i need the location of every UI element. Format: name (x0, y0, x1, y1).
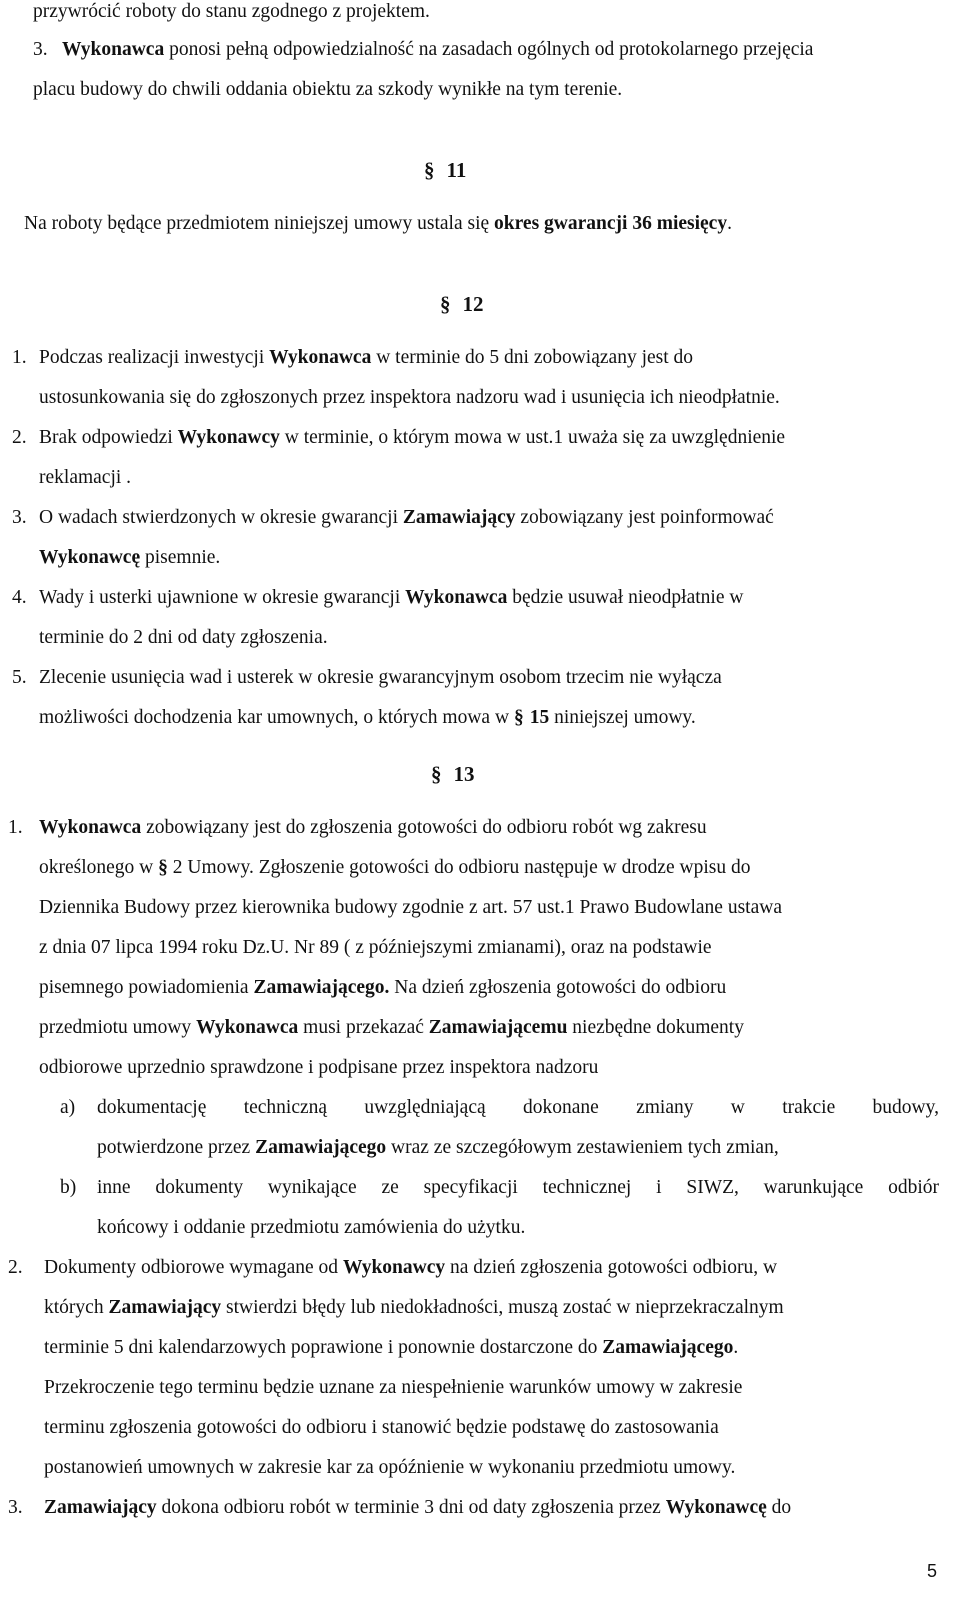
text-span: zobowiązany jest poinformować (515, 507, 774, 528)
section-symbol: § (440, 292, 451, 316)
text-span: ponosi pełną odpowiedzialność na zasadach ogólnych od protokolarnego przejęcia (164, 39, 814, 60)
text-span: w terminie, o którym mowa w ust.1 uważa się za uwzględnienie (279, 427, 786, 448)
text-span: wraz ze szczegółowym zestawieniem tych zmian, (386, 1137, 779, 1158)
text-span: stwierdzi błędy lub niedokładności, muszą zostać w nieprzekraczalnym (221, 1297, 784, 1318)
text-line: odbiorowe uprzednio sprawdzone i podpisane przez inspektora nadzoru (39, 1057, 599, 1078)
party-name: Zamawiającego (255, 1137, 387, 1158)
text-line: postanowień umownych w zakresie kar za opóźnienie w wykonaniu przedmiotu umowy. (44, 1457, 736, 1478)
party-name: Wykonawca (39, 817, 142, 838)
text-span: . (733, 1337, 739, 1358)
text-span: niezbędne dokumenty (567, 1017, 744, 1038)
item-number: 3. (12, 507, 27, 528)
text-span: pisemnego powiadomienia (39, 977, 254, 998)
party-name: Zamawiającemu (428, 1017, 568, 1038)
section-symbol: § (513, 707, 524, 728)
text-line (44, 1336, 738, 1360)
text-line: inne dokumenty wynikające ze specyfikacji technicznej i SIWZ, warunkujące odbiór (97, 1177, 939, 1198)
item-number: 3. (33, 39, 48, 60)
party-name: Zamawiającego. (253, 977, 390, 998)
text-span: niniejszej umowy. (549, 707, 696, 728)
text-span: określonego w (39, 857, 159, 878)
party-name: Wykonawcę (665, 1497, 767, 1518)
party-name: Zamawiający (44, 1497, 157, 1518)
section-number: 11 (446, 158, 467, 182)
party-name: Wykonawca (196, 1017, 299, 1038)
text-line (39, 426, 785, 450)
page-number: 5 (927, 1561, 938, 1581)
party-name: Wykonawca (269, 347, 372, 368)
text-span: Dokumenty odbiorowe wymagane od (44, 1257, 343, 1278)
text-line: Zlecenie usunięcia wad i usterek w okresie gwarancyjnym osobom trzecim nie wyłącza (39, 667, 722, 688)
section-heading-12 (440, 292, 484, 316)
text-line: ustosunkowania się do zgłoszonych przez inspektora nadzoru wad i usunięcia ich nieodpłatnie. (39, 387, 780, 408)
text-line (44, 1296, 784, 1320)
warranty-period: okres gwarancji 36 miesięcy (494, 213, 728, 234)
text-line (62, 38, 813, 62)
section-ref: 15 (529, 707, 550, 728)
text-line: z dnia 07 lipca 1994 roku Dz.U. Nr 89 ( z późniejszymi zmianami), oraz na podstawie (39, 937, 712, 958)
text-span: przedmiotu umowy (39, 1017, 197, 1038)
text-line (39, 546, 220, 570)
text-line: placu budowy do chwili oddania obiektu za szkody wynikłe na tym terenie. (33, 79, 623, 100)
text-span: dokona odbioru robót w terminie 3 dni od daty zgłoszenia przez (156, 1497, 666, 1518)
item-number: 1. (12, 347, 27, 368)
text-span: będzie usuwał nieodpłatnie w (507, 587, 744, 608)
section-heading-11 (424, 158, 466, 182)
section-number: 13 (453, 762, 475, 786)
text-span: Na roboty będące przedmiotem niniejszej umowy ustala się (24, 213, 495, 234)
text-span: na dzień zgłoszenia gotowości odbioru, w (445, 1257, 778, 1278)
item-number: 3. (8, 1497, 23, 1518)
party-name: Zamawiającego (602, 1337, 734, 1358)
item-number: 5. (12, 667, 27, 688)
text-span: O wadach stwierdzonych w okresie gwarancji (39, 507, 403, 528)
text-line (39, 346, 693, 370)
text-line: Przekroczenie tego terminu będzie uznane za niespełnienie warunków umowy w zakresie (44, 1377, 743, 1398)
text-line (44, 1256, 777, 1280)
text-span: potwierdzone przez (97, 1137, 256, 1158)
text-line: reklamacji . (39, 467, 132, 488)
text-span: 2 Umowy. Zgłoszenie gotowości do odbioru następuje w drodze wpisu do (167, 857, 751, 878)
party-name: Zamawiający (108, 1297, 222, 1318)
text-span: Na dzień zgłoszenia gotowości do odbioru (389, 977, 727, 998)
text-line (39, 816, 707, 840)
text-span: których (44, 1297, 109, 1318)
section-symbol: § (431, 762, 442, 786)
text-line (39, 586, 743, 610)
party-name: Wykonawcy (177, 427, 280, 448)
text-line (39, 856, 750, 880)
text-line (24, 212, 732, 236)
text-line: Dziennika Budowy przez kierownika budowy zgodnie z art. 57 ust.1 Prawo Budowlane ustawa (39, 897, 782, 918)
item-number: 2. (8, 1257, 23, 1278)
item-number: 4. (12, 587, 27, 608)
text-span: Brak odpowiedzi (39, 427, 178, 448)
text-span: możliwości dochodzenia kar umownych, o których mowa w (39, 707, 514, 728)
text-span: . (727, 213, 732, 234)
sub-item-label: b) (60, 1177, 77, 1198)
text-line (39, 706, 696, 730)
party-name: Wykonawcę (39, 547, 141, 568)
text-span: zobowiązany jest do zgłoszenia gotowości do odbioru robót wg zakresu (141, 817, 707, 838)
text-span: Wady i usterki ujawnione w okresie gwarancji (39, 587, 406, 608)
party-name: Zamawiający (402, 507, 516, 528)
text-line: przywrócić roboty do stanu zgodnego z projektem. (33, 1, 430, 22)
text-span: do (766, 1497, 792, 1518)
party-name: Wykonawca (62, 39, 165, 60)
text-line (97, 1136, 779, 1160)
text-span: musi przekazać (298, 1017, 429, 1038)
text-span: w terminie do 5 dni zobowiązany jest do (371, 347, 694, 368)
party-name: Wykonawcy (342, 1257, 446, 1278)
text-line (44, 1496, 791, 1520)
text-line (39, 1016, 744, 1040)
text-line (39, 506, 774, 530)
section-heading-13 (431, 762, 475, 786)
item-number: 1. (8, 817, 23, 838)
text-line: terminu zgłoszenia gotowości do odbioru i stanowić będzie podstawę do zastosowania (44, 1417, 719, 1438)
section-symbol: § (158, 857, 168, 878)
sub-item-label: a) (60, 1097, 76, 1118)
section-symbol: § (424, 158, 435, 182)
text-line: dokumentację techniczną uwzględniającą dokonane zmiany w trakcie budowy, (97, 1097, 939, 1118)
text-line (39, 976, 726, 1000)
item-number: 2. (12, 427, 27, 448)
text-line: terminie do 2 dni od daty zgłoszenia. (39, 627, 328, 648)
section-number: 12 (462, 292, 484, 316)
party-name: Wykonawca (405, 587, 508, 608)
text-span: terminie 5 dni kalendarzowych poprawione i ponownie dostarczone do (44, 1337, 603, 1358)
text-span: pisemnie. (140, 547, 221, 568)
text-span: Podczas realizacji inwestycji (39, 347, 270, 368)
text-line: końcowy i oddanie przedmiotu zamówienia do użytku. (97, 1217, 526, 1238)
